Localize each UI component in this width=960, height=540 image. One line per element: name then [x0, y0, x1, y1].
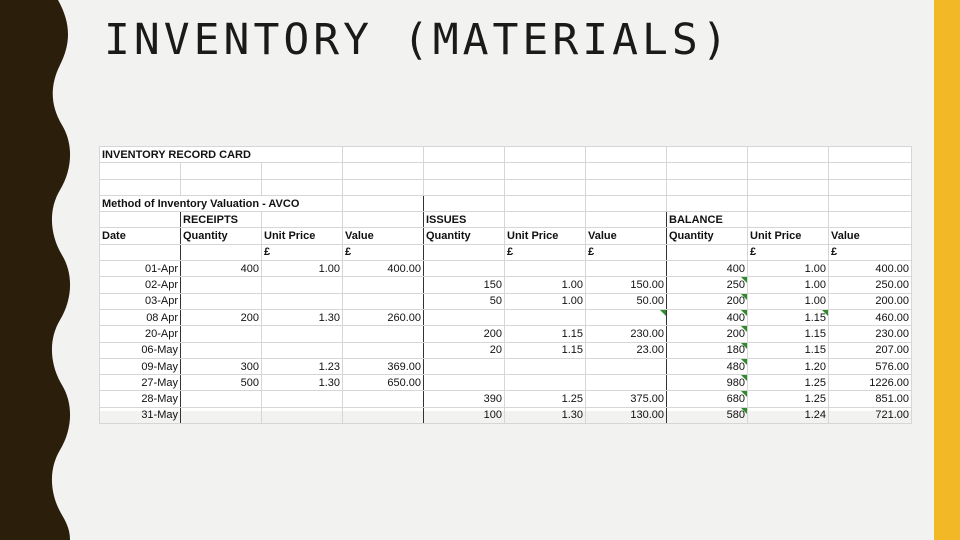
- issues-unit-price-cell: 1.00: [505, 293, 586, 309]
- issues-value-cell: [586, 309, 667, 325]
- issues-header: ISSUES: [424, 212, 505, 228]
- issues-unit-price-cell: [505, 358, 586, 374]
- receipts-quantity-cell: 500: [181, 375, 262, 391]
- balance-value-cell: 721.00: [829, 407, 912, 423]
- date-cell: 27-May: [100, 375, 181, 391]
- balance-quantity-cell: 200: [667, 326, 748, 342]
- balance-unit-price-cell: 1.15: [748, 326, 829, 342]
- balance-value-cell: 851.00: [829, 391, 912, 407]
- date-cell: 09-May: [100, 358, 181, 374]
- balance-quantity-cell: 200: [667, 293, 748, 309]
- currency-symbol: £: [505, 244, 586, 260]
- balance-unit-price-cell: 1.25: [748, 375, 829, 391]
- receipts-quantity-cell: [181, 391, 262, 407]
- balance-value-cell: 576.00: [829, 358, 912, 374]
- currency-symbol: £: [343, 244, 424, 260]
- issues-value-cell: 23.00: [586, 342, 667, 358]
- issues-value-cell: 130.00: [586, 407, 667, 423]
- receipts-unit-price-cell: [262, 342, 343, 358]
- issues-value-header: Value: [586, 228, 667, 244]
- table-row: [100, 407, 912, 423]
- inventory-record-sheet: [99, 146, 911, 422]
- method-row: [100, 195, 912, 211]
- balance-value-cell: 250.00: [829, 277, 912, 293]
- receipts-unit-price-cell: [262, 407, 343, 423]
- date-header: Date: [100, 228, 181, 244]
- balance-unit-price-header: Unit Price: [748, 228, 829, 244]
- receipts-value-cell: 260.00: [343, 309, 424, 325]
- receipts-unit-price-cell: 1.23: [262, 358, 343, 374]
- issues-quantity-cell: [424, 261, 505, 277]
- date-cell: 01-Apr: [100, 261, 181, 277]
- card-title: INVENTORY RECORD CARD: [100, 147, 343, 163]
- balance-quantity-cell: 400: [667, 309, 748, 325]
- issues-unit-price-cell: [505, 261, 586, 277]
- issues-quantity-cell: [424, 358, 505, 374]
- date-cell: 28-May: [100, 391, 181, 407]
- issues-value-cell: 50.00: [586, 293, 667, 309]
- balance-quantity-cell: 480: [667, 358, 748, 374]
- right-accent-bar: [934, 0, 960, 540]
- receipts-quantity-cell: 300: [181, 358, 262, 374]
- issues-quantity-cell: 100: [424, 407, 505, 423]
- balance-quantity-cell: 980: [667, 375, 748, 391]
- currency-symbol: £: [829, 244, 912, 260]
- table-row: [100, 375, 912, 391]
- date-cell: 31-May: [100, 407, 181, 423]
- receipts-header: RECEIPTS: [181, 212, 262, 228]
- receipts-value-cell: [343, 277, 424, 293]
- section-header-row: [100, 212, 912, 228]
- balance-value-cell: 230.00: [829, 326, 912, 342]
- issues-quantity-header: Quantity: [424, 228, 505, 244]
- blank-row: [100, 163, 912, 179]
- table-row: [100, 326, 912, 342]
- balance-quantity-cell: 250: [667, 277, 748, 293]
- balance-unit-price-cell: 1.00: [748, 293, 829, 309]
- balance-value-cell: 1226.00: [829, 375, 912, 391]
- balance-unit-price-cell: 1.00: [748, 261, 829, 277]
- table-row: [100, 342, 912, 358]
- table-row: [100, 293, 912, 309]
- issues-value-cell: [586, 375, 667, 391]
- balance-value-cell: 200.00: [829, 293, 912, 309]
- date-cell: 06-May: [100, 342, 181, 358]
- receipts-quantity-cell: [181, 326, 262, 342]
- receipts-quantity-cell: 400: [181, 261, 262, 277]
- receipts-unit-price-cell: 1.00: [262, 261, 343, 277]
- slide-title: INVENTORY (MATERIALS): [104, 15, 732, 65]
- currency-symbol: £: [748, 244, 829, 260]
- issues-value-cell: 150.00: [586, 277, 667, 293]
- receipts-value-cell: 650.00: [343, 375, 424, 391]
- balance-quantity-header: Quantity: [667, 228, 748, 244]
- receipts-quantity-cell: [181, 342, 262, 358]
- card-title-row: [100, 147, 912, 163]
- inventory-record-table: [99, 146, 912, 424]
- balance-quantity-cell: 180: [667, 342, 748, 358]
- table-row: [100, 358, 912, 374]
- issues-quantity-cell: 20: [424, 342, 505, 358]
- receipts-quantity-cell: 200: [181, 309, 262, 325]
- receipts-quantity-cell: [181, 407, 262, 423]
- column-header-row: [100, 228, 912, 244]
- receipts-value-cell: [343, 407, 424, 423]
- issues-unit-price-cell: 1.30: [505, 407, 586, 423]
- balance-unit-price-cell: 1.25: [748, 391, 829, 407]
- valuation-method: Method of Inventory Valuation - AVCO: [100, 195, 343, 211]
- issues-quantity-cell: 390: [424, 391, 505, 407]
- issues-value-cell: [586, 358, 667, 374]
- date-cell: 08 Apr: [100, 309, 181, 325]
- balance-quantity-cell: 400: [667, 261, 748, 277]
- currency-symbol: £: [262, 244, 343, 260]
- balance-value-cell: 460.00: [829, 309, 912, 325]
- receipts-value-cell: 369.00: [343, 358, 424, 374]
- balance-unit-price-cell: 1.00: [748, 277, 829, 293]
- issues-unit-price-header: Unit Price: [505, 228, 586, 244]
- issues-quantity-cell: 200: [424, 326, 505, 342]
- date-cell: 20-Apr: [100, 326, 181, 342]
- issues-unit-price-cell: 1.00: [505, 277, 586, 293]
- issues-quantity-cell: [424, 309, 505, 325]
- date-cell: 03-Apr: [100, 293, 181, 309]
- date-cell: 02-Apr: [100, 277, 181, 293]
- receipts-quantity-header: Quantity: [181, 228, 262, 244]
- receipts-unit-price-cell: [262, 293, 343, 309]
- balance-value-header: Value: [829, 228, 912, 244]
- receipts-value-cell: [343, 293, 424, 309]
- blank-row: [100, 179, 912, 195]
- table-row: [100, 309, 912, 325]
- table-row: [100, 391, 912, 407]
- issues-unit-price-cell: 1.15: [505, 342, 586, 358]
- balance-unit-price-cell: 1.15: [748, 342, 829, 358]
- issues-value-cell: 375.00: [586, 391, 667, 407]
- issues-quantity-cell: 150: [424, 277, 505, 293]
- balance-quantity-cell: 580: [667, 407, 748, 423]
- receipts-unit-price-cell: [262, 326, 343, 342]
- receipts-unit-price-cell: [262, 277, 343, 293]
- balance-quantity-cell: 680: [667, 391, 748, 407]
- issues-unit-price-cell: [505, 375, 586, 391]
- currency-symbol: £: [586, 244, 667, 260]
- receipts-unit-price-cell: 1.30: [262, 375, 343, 391]
- receipts-value-cell: [343, 326, 424, 342]
- currency-row: [100, 244, 912, 260]
- table-row: [100, 277, 912, 293]
- issues-quantity-cell: [424, 375, 505, 391]
- receipts-value-cell: [343, 391, 424, 407]
- balance-header: BALANCE: [667, 212, 748, 228]
- issues-quantity-cell: 50: [424, 293, 505, 309]
- balance-unit-price-cell: 1.15: [748, 309, 829, 325]
- receipts-value-header: Value: [343, 228, 424, 244]
- left-wave-border: [0, 0, 75, 540]
- table-row: [100, 261, 912, 277]
- balance-unit-price-cell: 1.24: [748, 407, 829, 423]
- balance-value-cell: 207.00: [829, 342, 912, 358]
- receipts-unit-price-cell: [262, 391, 343, 407]
- receipts-quantity-cell: [181, 277, 262, 293]
- receipts-value-cell: 400.00: [343, 261, 424, 277]
- issues-value-cell: 230.00: [586, 326, 667, 342]
- receipts-value-cell: [343, 342, 424, 358]
- issues-unit-price-cell: 1.15: [505, 326, 586, 342]
- receipts-quantity-cell: [181, 293, 262, 309]
- issues-unit-price-cell: 1.25: [505, 391, 586, 407]
- issues-unit-price-cell: [505, 309, 586, 325]
- receipts-unit-price-header: Unit Price: [262, 228, 343, 244]
- issues-value-cell: [586, 261, 667, 277]
- balance-value-cell: 400.00: [829, 261, 912, 277]
- receipts-unit-price-cell: 1.30: [262, 309, 343, 325]
- balance-unit-price-cell: 1.20: [748, 358, 829, 374]
